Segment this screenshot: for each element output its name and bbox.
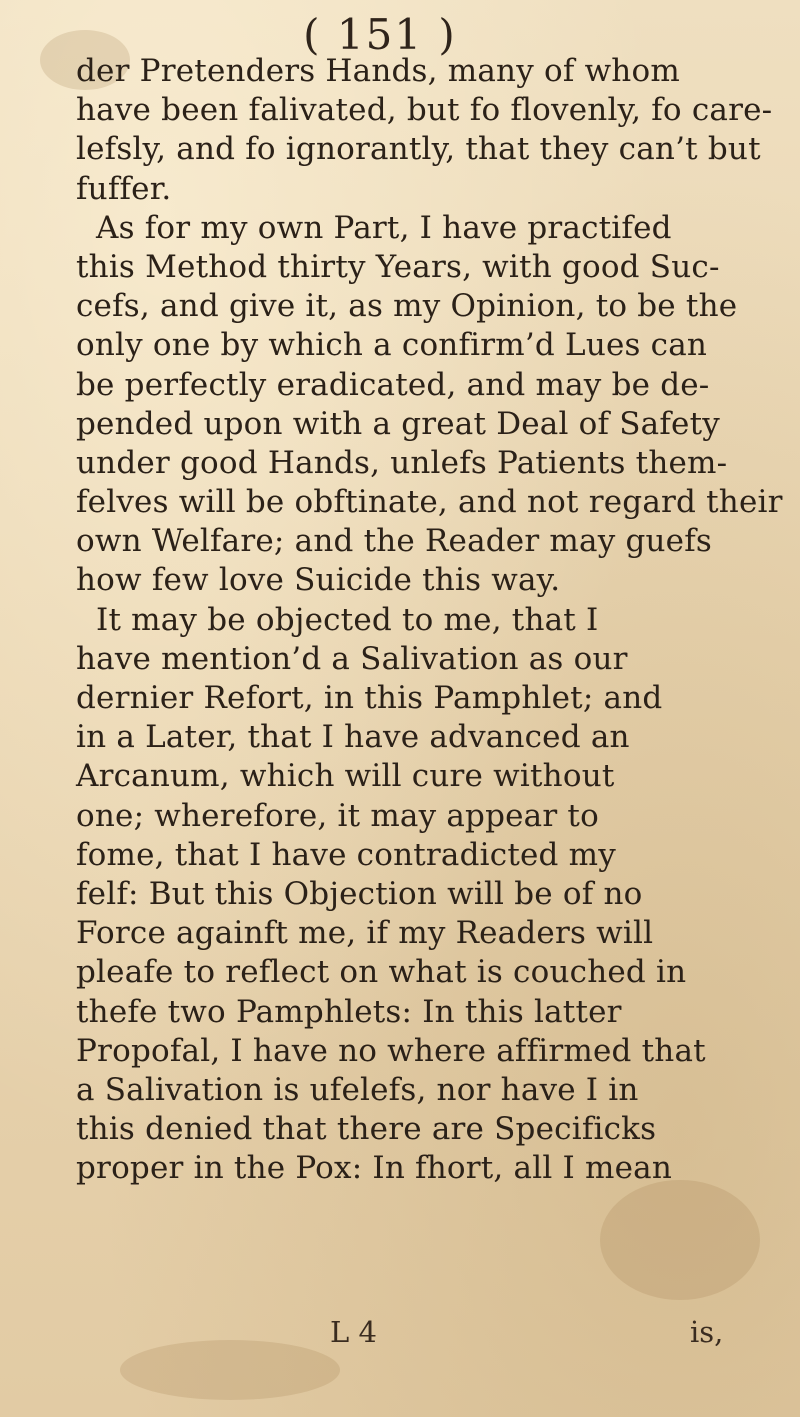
text-line: only one by which a confirm’d Lues can bbox=[76, 327, 708, 364]
body-text bbox=[58, 52, 783, 1188]
paper-stain bbox=[600, 1180, 760, 1300]
text-line: how few love Suicide this way. bbox=[76, 562, 561, 599]
text-line: Force againft me, if my Readers will bbox=[76, 915, 654, 952]
page-footer bbox=[0, 1315, 800, 1355]
text-line: in a Later, that I have advanced an bbox=[76, 719, 630, 756]
text-line: proper in the Pox: In fhort, all I mean bbox=[76, 1150, 672, 1187]
text-line: felves will be obftinate, and not regard their bbox=[76, 484, 783, 521]
text-line: this Method thirty Years, with good Suc- bbox=[76, 248, 720, 285]
text-line: own Welfare; and the Reader may guefs bbox=[76, 523, 713, 560]
text-line: cefs, and give it, as my Opinion, to be the bbox=[76, 288, 738, 325]
text-line: pended upon with a great Deal of Safety bbox=[76, 405, 720, 442]
text-line: fome, that I have contradicted my bbox=[76, 836, 616, 873]
text-line: be perfectly eradicated, and may be de- bbox=[76, 366, 710, 403]
text-line: It may be objected to me, that I bbox=[96, 601, 599, 638]
text-line: Propofal, I have no where affirmed that bbox=[76, 1032, 706, 1069]
text-line: der Pretenders Hands, many of whom bbox=[76, 53, 680, 89]
text-line: one; wherefore, it may appear to bbox=[76, 797, 599, 834]
text-line: pleafe to reflect on what is couched in bbox=[76, 954, 687, 991]
text-line: have been falivated, but fo flovenly, fo care- bbox=[76, 92, 773, 129]
text-line: have mention’d a Salivation as our bbox=[76, 640, 628, 677]
text-line: Arcanum, which will cure without bbox=[76, 758, 615, 795]
text-line: thefe two Pamphlets: In this latter bbox=[76, 993, 622, 1030]
signature-mark: L 4 bbox=[330, 1315, 377, 1349]
text-line: As for my own Part, I have practifed bbox=[96, 209, 672, 246]
page-number: ( 151 ) bbox=[303, 10, 457, 59]
text-line: fuffer. bbox=[76, 170, 172, 207]
text-line: this denied that there are Specificks bbox=[76, 1111, 657, 1148]
text-line: lefsly, and fo ignorantly, that they can’t but bbox=[76, 131, 761, 168]
text-line: dernier Refort, in this Pamphlet; and bbox=[76, 680, 663, 716]
text-line: felf: But this Objection will be of no bbox=[76, 875, 643, 912]
text-line: under good Hands, unlefs Patients them- bbox=[76, 444, 728, 481]
catchword: is, bbox=[690, 1315, 724, 1349]
text-line: a Salivation is ufelefs, nor have I in bbox=[76, 1071, 639, 1108]
